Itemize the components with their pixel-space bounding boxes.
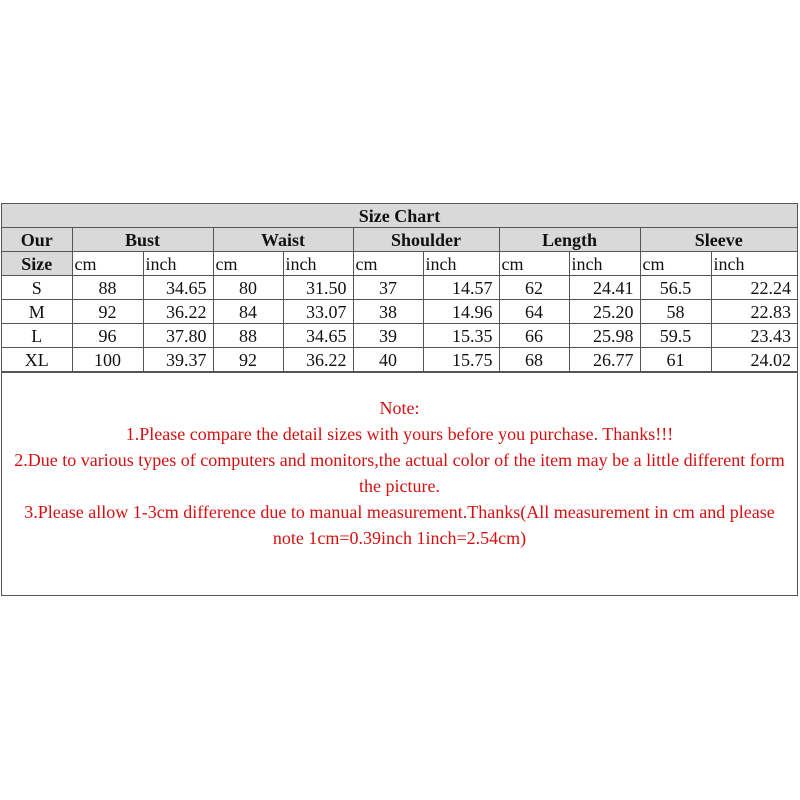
note-heading: Note: bbox=[379, 398, 420, 418]
unit-inch: inch bbox=[283, 252, 353, 276]
size-table bbox=[2, 204, 797, 372]
header-length: Length bbox=[499, 228, 640, 252]
value-cell: 96 bbox=[72, 324, 143, 348]
note-item-3: 3.Please allow 1-3cm difference due to manual measurement.Thanks(All measurement in cm and please note 1cm=0.39inch 1inch=2.54cm) bbox=[24, 502, 775, 548]
value-cell: 66 bbox=[499, 324, 569, 348]
unit-inch: inch bbox=[143, 252, 213, 276]
value-cell: 37.80 bbox=[143, 324, 213, 348]
value-cell: 88 bbox=[72, 276, 143, 300]
size-label: L bbox=[2, 324, 72, 348]
value-cell: 31.50 bbox=[283, 276, 353, 300]
value-cell: 25.20 bbox=[569, 300, 640, 324]
header-sleeve: Sleeve bbox=[640, 228, 797, 252]
value-cell: 92 bbox=[72, 300, 143, 324]
value-cell: 24.02 bbox=[711, 348, 797, 372]
value-cell: 58 bbox=[640, 300, 711, 324]
header-waist: Waist bbox=[213, 228, 353, 252]
value-cell: 34.65 bbox=[283, 324, 353, 348]
table-row bbox=[2, 348, 797, 372]
table-row bbox=[2, 300, 797, 324]
value-cell: 25.98 bbox=[569, 324, 640, 348]
unit-inch: inch bbox=[423, 252, 499, 276]
value-cell: 88 bbox=[213, 324, 283, 348]
table-title: Size Chart bbox=[2, 204, 797, 228]
value-cell: 100 bbox=[72, 348, 143, 372]
value-cell: 24.41 bbox=[569, 276, 640, 300]
value-cell: 61 bbox=[640, 348, 711, 372]
value-cell: 26.77 bbox=[569, 348, 640, 372]
unit-cm: cm bbox=[213, 252, 283, 276]
value-cell: 92 bbox=[213, 348, 283, 372]
value-cell: 22.83 bbox=[711, 300, 797, 324]
size-header-top: Our bbox=[2, 228, 72, 252]
header-bust: Bust bbox=[72, 228, 213, 252]
value-cell: 36.22 bbox=[283, 348, 353, 372]
value-cell: 37 bbox=[353, 276, 423, 300]
value-cell: 62 bbox=[499, 276, 569, 300]
unit-cm: cm bbox=[353, 252, 423, 276]
unit-cm: cm bbox=[72, 252, 143, 276]
value-cell: 33.07 bbox=[283, 300, 353, 324]
value-cell: 80 bbox=[213, 276, 283, 300]
value-cell: 59.5 bbox=[640, 324, 711, 348]
value-cell: 14.57 bbox=[423, 276, 499, 300]
value-cell: 23.43 bbox=[711, 324, 797, 348]
header-shoulder: Shoulder bbox=[353, 228, 499, 252]
size-label: XL bbox=[2, 348, 72, 372]
value-cell: 14.96 bbox=[423, 300, 499, 324]
measurement-header-row bbox=[2, 228, 797, 252]
value-cell: 84 bbox=[213, 300, 283, 324]
value-cell: 15.75 bbox=[423, 348, 499, 372]
unit-inch: inch bbox=[569, 252, 640, 276]
title-row bbox=[2, 204, 797, 228]
unit-header-row bbox=[2, 252, 797, 276]
size-header-bottom: Size bbox=[2, 252, 72, 276]
value-cell: 39.37 bbox=[143, 348, 213, 372]
value-cell: 56.5 bbox=[640, 276, 711, 300]
unit-cm: cm bbox=[640, 252, 711, 276]
note-item-1: 1.Please compare the detail sizes with yours before you purchase. Thanks!!! bbox=[125, 424, 674, 444]
value-cell: 39 bbox=[353, 324, 423, 348]
value-cell: 68 bbox=[499, 348, 569, 372]
unit-inch: inch bbox=[711, 252, 797, 276]
size-chart bbox=[1, 203, 798, 596]
value-cell: 64 bbox=[499, 300, 569, 324]
unit-cm: cm bbox=[499, 252, 569, 276]
value-cell: 22.24 bbox=[711, 276, 797, 300]
table-row bbox=[2, 324, 797, 348]
size-label: S bbox=[2, 276, 72, 300]
value-cell: 40 bbox=[353, 348, 423, 372]
value-cell: 15.35 bbox=[423, 324, 499, 348]
size-label: M bbox=[2, 300, 72, 324]
value-cell: 34.65 bbox=[143, 276, 213, 300]
value-cell: 38 bbox=[353, 300, 423, 324]
value-cell: 36.22 bbox=[143, 300, 213, 324]
table-row bbox=[2, 276, 797, 300]
notes-section bbox=[2, 372, 797, 574]
note-item-2: 2.Due to various types of computers and monitors,the actual color of the item may be a little different form the picture. bbox=[14, 450, 785, 496]
